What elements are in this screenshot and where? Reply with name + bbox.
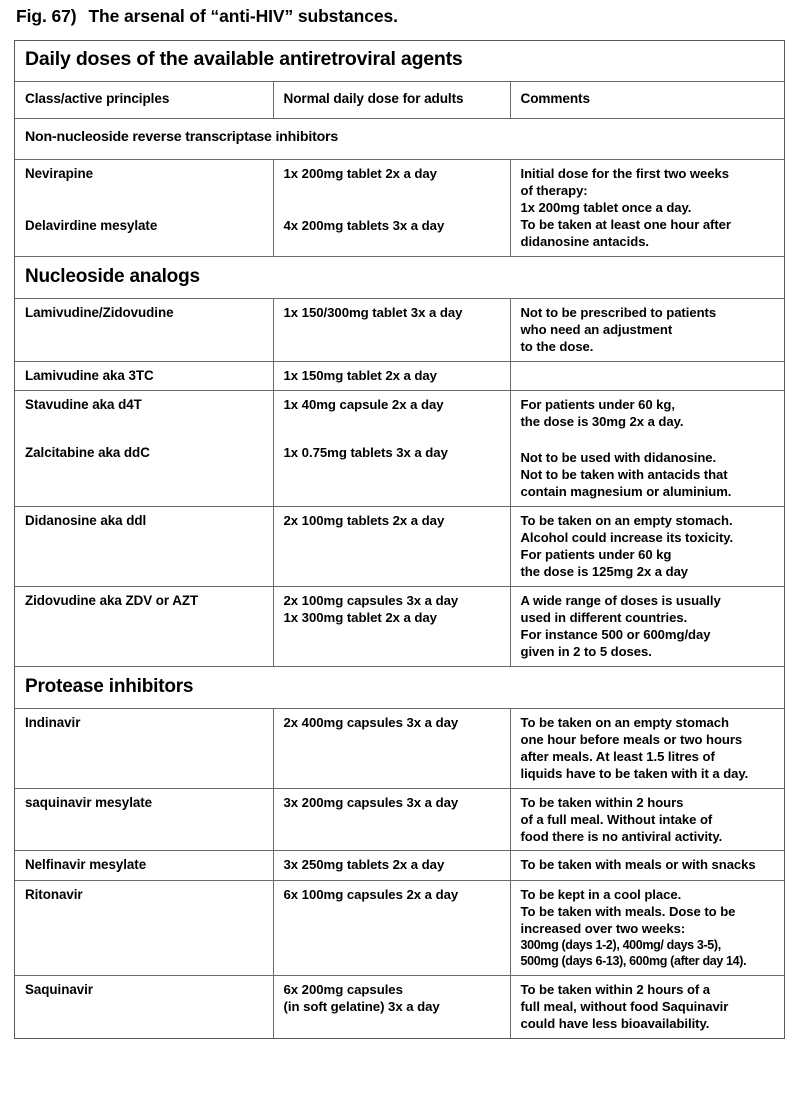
drug-name: Zidovudine aka ZDV or AZT [25, 592, 199, 608]
comment-line: To be taken within 2 hours [520, 794, 684, 810]
comment-line: of therapy: [520, 182, 588, 198]
comment-line: the dose is 30mg 2x a day. [520, 413, 684, 429]
drug-name-cell [15, 390, 273, 506]
column-header-row [15, 81, 784, 119]
section-heading-nnrti: Non-nucleoside reverse transcriptase inhibitors [15, 119, 784, 159]
spacer [284, 414, 502, 444]
dose-cell [273, 298, 510, 361]
comment-line: To be taken with meals or with snacks [520, 857, 756, 873]
comment-line: 1x 200mg tablet once a day. [520, 199, 692, 215]
drug-name: Nevirapine [25, 165, 93, 181]
dose-line: 2x 400mg capsules 3x a day [283, 714, 459, 730]
column-header-comments: Comments [510, 81, 784, 119]
table-row [15, 880, 784, 975]
figure-caption [16, 6, 398, 27]
dose-line: 1x 300mg tablet 2x a day [283, 609, 437, 625]
dose-line: 4x 200mg tablets 3x a day [283, 217, 445, 233]
table-banner-title: Daily doses of the available antiretroviral agents [15, 41, 784, 81]
comment-cell [510, 880, 784, 975]
figure-number: Fig. 67) [16, 6, 77, 26]
dose-cell [273, 851, 510, 880]
dose-cell [273, 788, 510, 851]
dose-line: 2x 100mg tablets 2x a day [283, 512, 445, 528]
dose-line: 2x 100mg capsules 3x a day [283, 592, 459, 608]
section-heading-row [15, 119, 784, 159]
comment-cell [510, 976, 784, 1038]
drug-name: Stavudine aka d4T [25, 396, 142, 412]
dose-line: 6x 200mg capsules [283, 982, 403, 998]
table-row [15, 159, 784, 256]
comment-line: increased over two weeks: [520, 920, 686, 936]
drug-name-cell [15, 976, 273, 1038]
comment-line: Not to be taken with antacids that [520, 466, 728, 482]
comment-line: didanosine antacids. [520, 233, 650, 249]
table-row [15, 708, 784, 788]
spacer [25, 183, 265, 217]
comment-line: given in 2 to 5 doses. [520, 643, 652, 659]
drug-name: Zalcitabine aka ddC [25, 445, 150, 461]
table-row [15, 298, 784, 361]
dose-line: 1x 150mg tablet 2x a day [283, 367, 437, 383]
dose-cell [273, 880, 510, 975]
section-heading-nucleoside-analogs: Nucleoside analogs [15, 256, 784, 298]
section-heading-protease-inhibitors: Protease inhibitors [15, 666, 784, 708]
comment-line: to the dose. [520, 338, 594, 354]
comment-line: of a full meal. Without intake of [520, 811, 713, 827]
drug-name-cell [15, 159, 273, 256]
comment-line: one hour before meals or two hours [520, 731, 743, 747]
drug-name: Indinavir [25, 714, 81, 730]
comment-line: To be taken at least one hour after [520, 216, 731, 232]
comment-line: after meals. At least 1.5 litres of [520, 748, 715, 764]
dose-line: 3x 200mg capsules 3x a day [283, 794, 459, 810]
comment-line: To be taken on an empty stomach [520, 714, 729, 730]
comment-cell [510, 708, 784, 788]
table-row [15, 976, 784, 1038]
dose-cell [273, 976, 510, 1038]
drug-name-cell [15, 788, 273, 851]
figure-caption-text: The arsenal of “anti-HIV” substances. [88, 6, 398, 26]
comment-line: To be kept in a cool place. [520, 886, 682, 902]
comment-line: To be taken with meals. Dose to be [520, 903, 736, 919]
comment-line: A wide range of doses is usually [520, 592, 721, 608]
table [15, 41, 784, 1038]
comment-line: full meal, without food Saquinavir [520, 999, 729, 1015]
table-row [15, 851, 784, 880]
dose-line: 1x 150/300mg tablet 3x a day [283, 304, 463, 320]
drug-name: saquinavir mesylate [25, 794, 153, 810]
drug-name-cell [15, 361, 273, 390]
comment-cell [510, 851, 784, 880]
table-banner-row [15, 41, 784, 81]
antiretroviral-dosing-table [14, 40, 785, 1039]
comment-line: For patients under 60 kg, [520, 396, 675, 412]
comment-line: To be taken within 2 hours of a [520, 982, 711, 998]
comment-line: used in different countries. [520, 609, 688, 625]
comment-cell [510, 298, 784, 361]
comment-line: To be taken on an empty stomach. [520, 512, 733, 528]
comment-cell [510, 506, 784, 586]
dose-cell [273, 586, 510, 666]
drug-name: Lamivudine aka 3TC [25, 367, 154, 383]
comment-line: food there is no antiviral activity. [520, 828, 723, 844]
table-row [15, 788, 784, 851]
comment-line: Not to be used with didanosine. [520, 449, 717, 465]
dose-cell [273, 708, 510, 788]
dose-cell [273, 506, 510, 586]
comment-line: liquids have to be taken with it a day. [520, 765, 749, 781]
dose-line: (in soft gelatine) 3x a day [283, 999, 440, 1015]
comment-line: could have less bioavailability. [520, 1016, 710, 1032]
dose-cell [273, 361, 510, 390]
drug-name-cell [15, 708, 273, 788]
comment-cell [510, 390, 784, 506]
spacer [284, 183, 502, 217]
drug-name-cell [15, 298, 273, 361]
column-header-dose: Normal daily dose for adults [273, 81, 510, 119]
comment-line: Not to be prescribed to patients [520, 304, 717, 320]
comment-line: For patients under 60 kg [520, 546, 672, 562]
column-header-class: Class/active principles [15, 81, 273, 119]
table-row [15, 586, 784, 666]
dose-cell [273, 159, 510, 256]
section-heading-row [15, 666, 784, 708]
comment-line: the dose is 125mg 2x a day [520, 563, 689, 579]
drug-name: Delavirdine mesylate [25, 218, 158, 234]
drug-name: Nelfinavir mesylate [25, 857, 147, 873]
comment-line: who need an adjustment [520, 321, 673, 337]
comment-cell [510, 586, 784, 666]
dose-line: 1x 40mg capsule 2x a day [283, 396, 444, 412]
comment-line: 500mg (days 6-13), 600mg (after day 14). [520, 953, 747, 968]
comment-line: contain magnesium or aluminium. [520, 483, 732, 499]
dose-line: 6x 100mg capsules 2x a day [283, 886, 459, 902]
dose-line: 3x 250mg tablets 2x a day [283, 857, 445, 873]
drug-name: Ritonavir [25, 886, 83, 902]
drug-name: Lamivudine/Zidovudine [25, 304, 174, 320]
spacer [521, 431, 777, 449]
comment-cell [510, 361, 784, 390]
drug-name: Didanosine aka ddl [25, 512, 147, 528]
table-row [15, 506, 784, 586]
comment-line: Alcohol could increase its toxicity. [520, 529, 734, 545]
drug-name: Saquinavir [25, 982, 93, 998]
drug-name-cell [15, 880, 273, 975]
table-row [15, 390, 784, 506]
dose-line: 1x 200mg tablet 2x a day [283, 165, 437, 181]
dose-cell [273, 390, 510, 506]
comment-line: For instance 500 or 600mg/day [520, 626, 711, 642]
dose-line: 1x 0.75mg tablets 3x a day [283, 445, 448, 461]
comment-line: Initial dose for the first two weeks [520, 165, 729, 181]
table-row [15, 361, 784, 390]
drug-name-cell [15, 506, 273, 586]
section-heading-row [15, 256, 784, 298]
comment-cell [510, 159, 784, 256]
comment-line: 300mg (days 1-2), 400mg/ days 3-5), [520, 937, 721, 952]
spacer [25, 414, 265, 444]
drug-name-cell [15, 586, 273, 666]
comment-cell [510, 788, 784, 851]
drug-name-cell [15, 851, 273, 880]
